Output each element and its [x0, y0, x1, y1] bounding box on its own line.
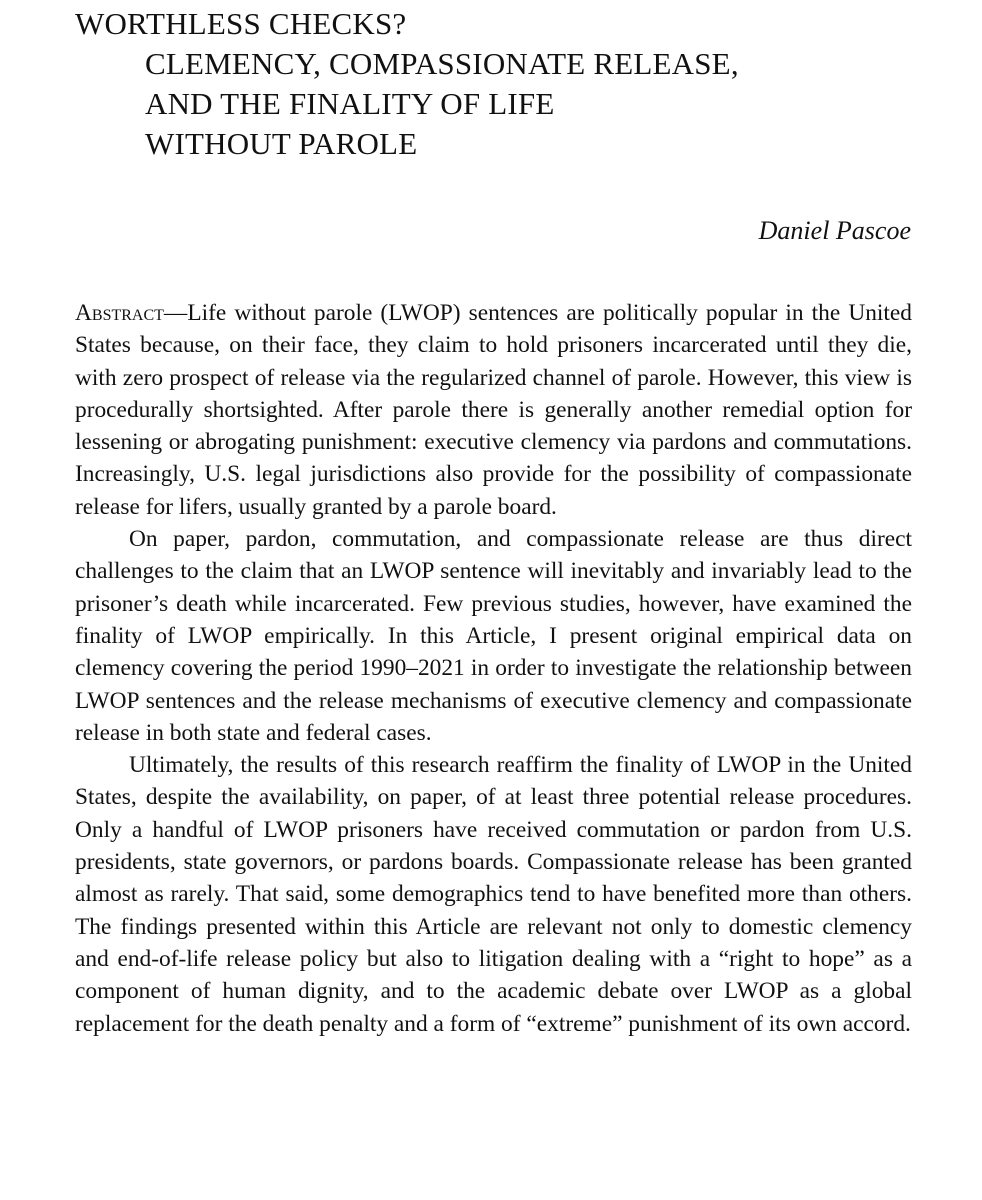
title-line-1: WORTHLESS CHECKS?: [75, 6, 407, 41]
abstract-dash: —: [163, 300, 188, 326]
author-name: Daniel Pascoe: [758, 216, 911, 245]
abstract-paragraph-3: Ultimately, the results of this research reaffirm the finality of LWOP in the United States, despite the availability, on paper, of at least three potential release procedures. Only a handful of LWOP prisoners have received commutation or pardon from U.S. presidents, state governors, or pardons boards. Compassionate release has been granted almost as rarely. That said, some demographics tend to have benefited more than others. The findings presented within this Article are relevant not only to domestic clemency and end-of-life release policy but also to litigation dealing with a “right to hope” as a component of human dignity, and to the academic debate over LWOP as a global replacement for the death penalty and a form of “extreme” punishment of its own accord.: [75, 752, 912, 1037]
title-line-3: AND THE FINALITY OF LIFE: [145, 86, 555, 121]
title-line-2: CLEMENCY, COMPASSIONATE RELEASE,: [145, 46, 739, 81]
abstract-label: Abstract: [75, 300, 164, 326]
abstract-paragraph-1-text: Life without parole (LWOP) sentences are politically popular in the United States because, on their face, they claim to hold prisoners incarcerated until they die, with zero prospect of release via the regularized channel of parole. However, this view is procedurally shortsighted. After parole there is generally another remedial option for lessening or abrogating punishment: executive clemency via pardons and commutations. Increasingly, U.S. legal jurisdictions also provide for the possibility of compassionate release for lifers, usually granted by a parole board.: [75, 300, 912, 520]
title-line-4: WITHOUT PAROLE: [145, 126, 418, 161]
abstract-paragraph-1: [75, 297, 912, 523]
article-title: [75, 4, 955, 164]
abstract: [75, 297, 912, 1040]
abstract-paragraph-2: On paper, pardon, commutation, and compassionate release are thus direct challenges to the claim that an LWOP sentence will inevitably and invariably lead to the prisoner’s death while incarcerated. Few previous studies, however, have examined the finality of LWOP empirically. In this Article, I present original empirical data on clemency covering the period 1990–2021 in order to investigate the relationship between LWOP sentences and the release mechanisms of executive clemency and compassionate release in both state and federal cases.: [75, 526, 912, 746]
